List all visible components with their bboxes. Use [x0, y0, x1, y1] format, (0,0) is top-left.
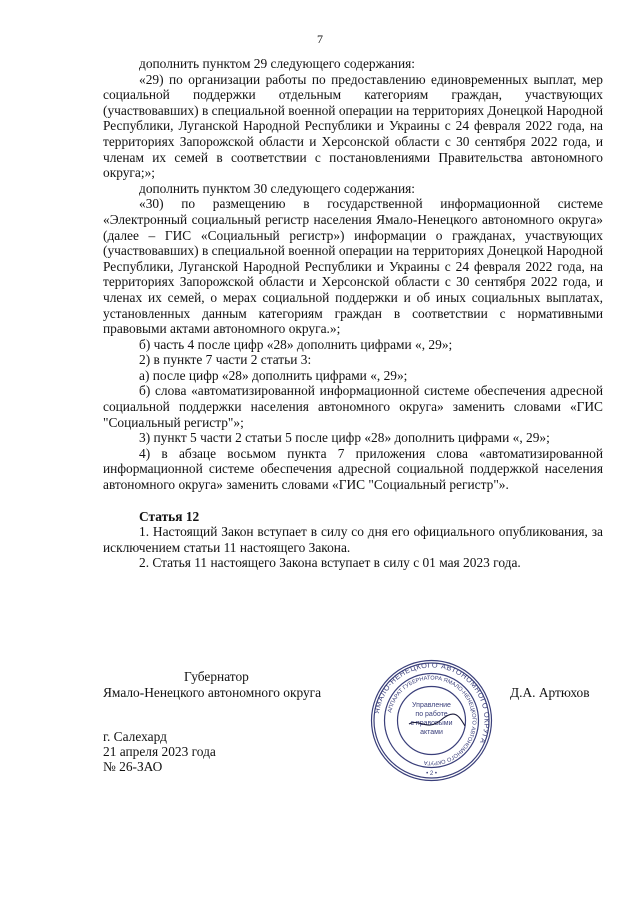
paragraph: 3) пункт 5 части 2 статьи 5 после цифр «28» дополнить цифрами «, 29»; [139, 430, 550, 446]
law-number: № 26-ЗАО [103, 759, 163, 774]
place-city: г. Салехард [103, 729, 167, 744]
article-heading: Статья 12 [139, 508, 200, 524]
paragraph: 2) в пункте 7 части 2 статьи 3: [139, 352, 312, 368]
stamp-number: • 2 • [426, 771, 437, 777]
stamp-outer-text: ЯМАЛО-НЕНЕЦКОГО АВТОНОМНОГО ОКРУГА [371, 660, 492, 746]
place-block [103, 729, 216, 774]
signature-role: Губернатор [184, 669, 249, 684]
paragraph: б) слова «автоматизированной информационной системе обеспечения адресной социальной поддержки населения автономного округа» заменить словами «ГИС "Социальный регистр"»; [103, 383, 603, 430]
signature-block [103, 669, 321, 701]
stamp-center-line: с правовыми [410, 720, 453, 727]
stamp-center-line: Управление [412, 702, 451, 709]
paragraph: «30) по размещению в государственной информационной системе «Электронный социальный регистр населения Ямало-Ненецкого автономного округа» (далее – ГИС «Социальный регистр») информации о гражданах, участвующих (участвовавших) в специальной военной операции на территориях Донецкой Народной Республики, Луганской Народной Республики и Украины с 24 февраля 2022 года, на территориях Запорожской области и Херсонской области с 30 сентября 2022 года, и членах их семей, о мерах социальной поддержки и об иных социальных выплатах, установленных данным категориям граждан в соответствии с нормативными правовыми актами автономного округа.»; [103, 196, 603, 337]
signature-region: Ямало-Ненецкого автономного округа [103, 685, 322, 700]
paragraph: дополнить пунктом 30 следующего содержания: [139, 180, 416, 196]
place-date: 21 апреля 2023 года [103, 744, 216, 759]
document-body [103, 56, 603, 571]
signature-name: Д.А. Артюхов [510, 685, 590, 700]
article-item: 1. Настоящий Закон вступает в силу со дня его официального опубликования, за исключением статьи 11 настоящего Закона. [103, 524, 603, 555]
stamp-center-line: по работе [415, 711, 448, 718]
official-stamp [369, 658, 494, 783]
page-number: 7 [317, 32, 323, 46]
paragraph: б) часть 4 после цифр «28» дополнить цифрами «, 29»; [139, 336, 453, 352]
stamp-inner-text: АППАРАТ ГУБЕРНАТОРА ЯМАЛО-НЕНЕЦКОГО АВТОНОМНОГО ОКРУГА [387, 675, 477, 766]
paragraph: дополнить пунктом 29 следующего содержания: [139, 56, 416, 71]
stamp-center-line: актами [420, 729, 443, 736]
paragraph: 4) в абзаце восьмом пункта 7 приложения слова «автоматизированной информационной системе обеспечения адресной социальной поддержкой населения автономного округа» заменить словами «ГИС "Социальный регистр"». [103, 445, 603, 493]
paragraph: а) после цифр «28» дополнить цифрами «, 29»; [139, 367, 408, 383]
article-item: 2. Статья 11 настоящего Закона вступает в силу с 01 мая 2023 года. [139, 555, 521, 571]
paragraph: «29) по организации работы по предоставлению единовременных выплат, мер социальной поддержки отдельным категориям граждан, участвующих (участвовавших) в специальной военной операции на территориях Донецкой Народной Республики, Луганской Народной Республики и Украины с 24 февраля 2022 года, на территориях Запорожской области и Херсонской области с 30 сентября 2022 года, и членам их семей в соответствии с постановлениями Правительства автономного округа;»; [103, 71, 603, 181]
